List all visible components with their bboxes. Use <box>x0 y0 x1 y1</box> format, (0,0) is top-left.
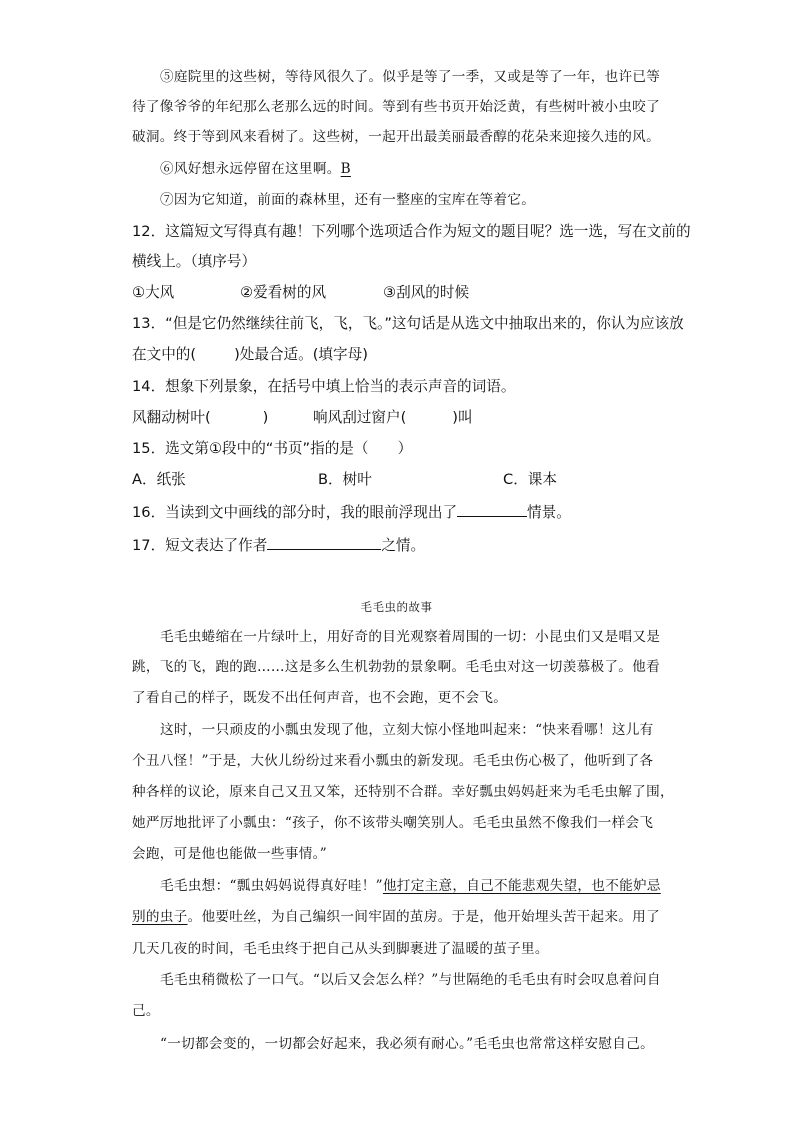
question-12-line-2: 横线上。（填序号） <box>132 253 257 270</box>
story-line: 种各样的议论，原来自己又丑又笨，还特别不合群。幸好瓢虫妈妈赶来为毛毛虫解了围， <box>132 784 674 800</box>
question-14-item-a <box>132 408 268 428</box>
story-line: 跳，飞的飞，跑的跑……这是多么生机勃勃的景象啊。毛毛虫对这一切羡慕极了。他看 <box>132 659 660 675</box>
story-line: 这时，一只顽皮的小瓢虫发现了他，立刻大惊小怪地叫起来：“快来看哪！这儿有 <box>160 722 654 738</box>
question-13-suffix: )处最合适。(填字母) <box>234 346 368 363</box>
question-14: 14．想象下列景象，在括号中填上恰当的表示声音的词语。 <box>132 378 516 395</box>
paragraph-7: ⑦因为它知道，前面的森林里，还有一整座的宝库在等着它。 <box>160 192 536 208</box>
answer-blank[interactable] <box>457 501 527 517</box>
story-line: 己。 <box>132 1003 160 1019</box>
story-line: 个丑八怪！”于是，大伙儿纷纷过来看小瓢虫的新发现。毛毛虫伤心极了，他听到了各 <box>132 753 654 769</box>
underlined-sentence: 他打定主意，自己不能悲观失望，也不能妒忌 <box>382 878 661 894</box>
story-line: 毛毛虫蜷缩在一片绿叶上，用好奇的目光观察着周围的一切：小昆虫们又是唱又是 <box>160 629 661 645</box>
question-14-item-a-close: ) <box>262 409 269 426</box>
question-12-option-1: ①大风 <box>132 284 175 301</box>
question-15: 15．选文第①段中的“书页”指的是（ ） <box>132 440 413 457</box>
question-17-suffix: 之情。 <box>381 537 426 554</box>
story-line <box>132 907 660 927</box>
paragraph-5-line-1: ⑤庭院里的这些树，等待风很久了。似乎是等了一季，又或是等了一年，也许已等 <box>160 69 661 85</box>
question-16-text: 16．当读到文中画线的部分时，我的眼前浮现出了 <box>132 504 458 521</box>
paragraph-6 <box>160 159 351 179</box>
question-16-suffix: 情景。 <box>527 504 571 521</box>
question-13-line-2 <box>132 345 368 365</box>
question-14-item-b-close: )叫 <box>452 409 473 426</box>
story-line: 了看自己的样子，既发不出任何声音，也不会跑，更不会飞。 <box>132 690 508 706</box>
question-12-option-3: ③刮风的时候 <box>383 284 470 301</box>
position-mark-b: B <box>340 161 351 177</box>
paragraph-5-line-3: 破洞。终于等到风来看树了。这些树，一起开出最美丽最香醇的花朵来迎接久违的风。 <box>132 129 660 145</box>
question-15-option-c: C．课本 <box>503 471 557 488</box>
question-13-line-1: 13．“但是它仍然继续往前飞，飞，飞。”这句话是从选文中抽取出来的，你认为应该放 <box>132 315 684 332</box>
underlined-sentence: 别的虫子 <box>132 909 188 925</box>
question-12-line-1: 12．这篇短文写得真有趣！下列哪个选项适合作为短文的题目呢？选一选，写在文前的 <box>132 223 691 240</box>
paragraph-6-text: ⑥风好想永远停留在这里啊。 <box>160 161 341 177</box>
question-15-option-a: A．纸张 <box>132 471 186 488</box>
paragraph-5-line-2: 待了像爷爷的年纪那么老那么远的时间。等到有些书页开始泛黄，有些树叶被小虫咬了 <box>132 99 660 115</box>
question-17-text: 17．短文表达了作者 <box>132 537 268 554</box>
question-14-item-b-text: 响风刮过窗户( <box>313 409 407 426</box>
story-line: 她严厉地批评了小瓢虫：“孩子，你不该带头嘲笑别人。毛毛虫虽然不像我们一样会飞 <box>132 815 654 831</box>
question-15-option-b: B．树叶 <box>318 471 372 488</box>
story-line: 毛毛虫稍微松了一口气。“以后又会怎么样？”与世隔绝的毛毛虫有时会叹息着问自 <box>160 972 661 988</box>
question-14-item-a-text: 风翻动树叶( <box>132 409 211 426</box>
story-line: 几天几夜的时间，毛毛虫终于把自己从头到脚裹进了温暖的茧子里。 <box>132 941 549 957</box>
story-line <box>160 876 661 896</box>
story-line: “一切都会变的，一切都会好起来，我必须有耐心。”毛毛虫也常常这样安慰自己。 <box>160 1036 654 1052</box>
story-text: 。他要吐丝，为自己编织一间牢固的茧房。于是，他开始埋头苦干起来。用了 <box>187 909 660 925</box>
story-line: 会跑，可是他也能做一些事情。” <box>132 846 327 862</box>
question-13-prefix: 在文中的( <box>132 346 197 363</box>
question-16 <box>132 501 571 523</box>
story-title: 毛毛虫的故事 <box>360 600 433 614</box>
question-17 <box>132 534 425 556</box>
question-12-option-2: ②爱看树的风 <box>240 284 327 301</box>
story-text: 毛毛虫想：“瓢虫妈妈说得真好哇！” <box>160 878 383 894</box>
answer-blank[interactable] <box>267 534 381 550</box>
question-14-item-b <box>313 408 473 428</box>
